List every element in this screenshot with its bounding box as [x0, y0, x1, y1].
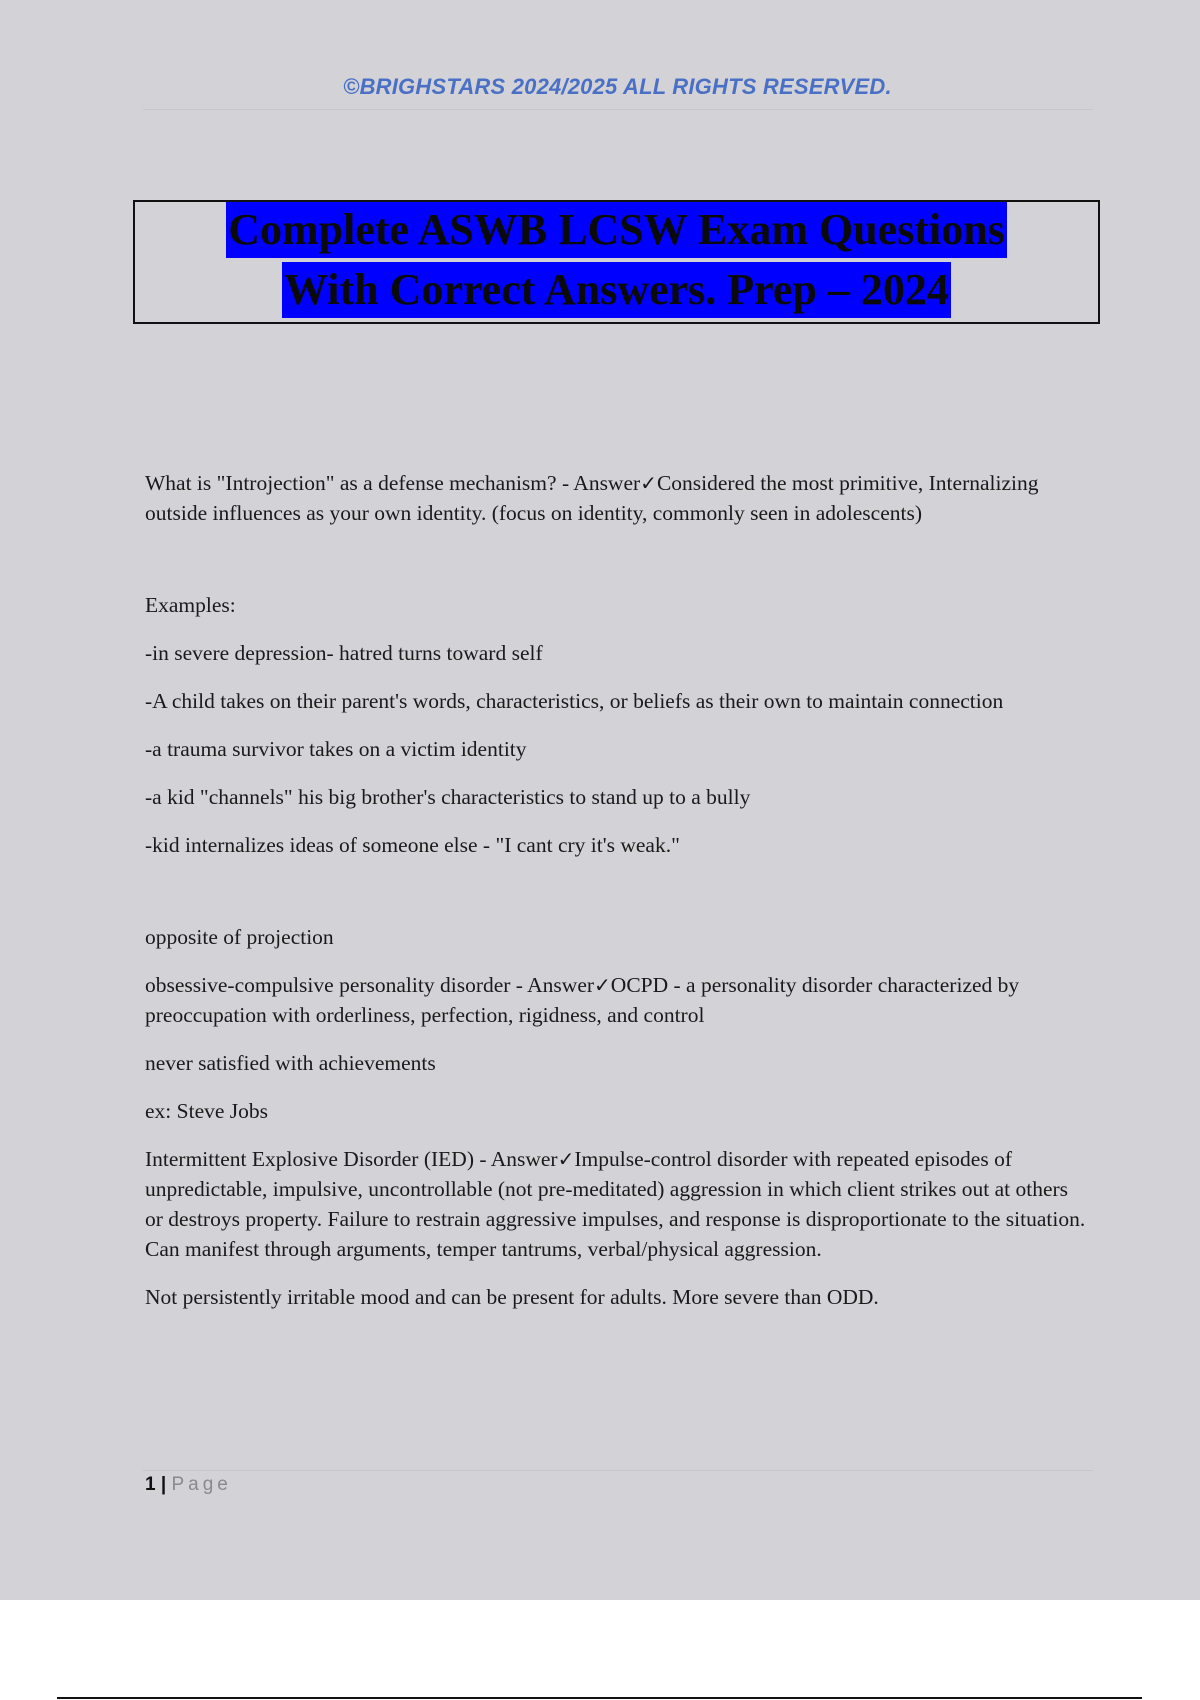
document-title-line-1: Complete ASWB LCSW Exam Questions: [226, 202, 1007, 258]
answer-text: Impulse-control disorder with repeated episodes of unpredictable, impulsive, uncontrollable (not pre-meditated) aggression in which client strikes out at others or destroys property. Failure to restrain aggressive impulses, and response is disproportionate to the situation. Can manifest through arguments, temper tantrums, verbal/physical aggression.: [145, 1147, 1086, 1261]
answer-text: OCPD - a personality disorder characterized by preoccupation with orderliness, perfection, rigidness, and control: [145, 973, 1020, 1027]
checkmark-icon: ✓: [594, 973, 611, 997]
checkmark-icon: ✓: [640, 471, 657, 495]
question-text: Intermittent Explosive Disorder (IED) - Answer: [145, 1147, 558, 1171]
note-text: never satisfied with achievements: [145, 1051, 436, 1075]
header-divider: [143, 109, 1093, 110]
qa-item-introjection: [145, 468, 1090, 528]
footer-divider: [143, 1470, 1093, 1471]
example-item: -in severe depression- hatred turns toward self: [145, 641, 543, 665]
note-text: Not persistently irritable mood and can be present for adults. More severe than ODD.: [145, 1285, 879, 1309]
next-page-top-rule: [57, 1697, 1142, 1699]
qa-item-ocpd: [145, 970, 1090, 1030]
example-item: -A child takes on their parent's words, characteristics, or beliefs as their own to maintain connection: [145, 689, 1004, 713]
copyright-header: ©BRIGHSTARS 2024/2025 ALL RIGHTS RESERVED.: [343, 74, 892, 99]
examples-heading: Examples:: [145, 593, 236, 617]
qa-item-ied: [145, 1144, 1090, 1264]
question-text: What is "Introjection" as a defense mechanism? - Answer: [145, 471, 641, 495]
document-title-line-2: With Correct Answers. Prep – 2024: [282, 262, 951, 318]
page-footer: [145, 1474, 232, 1496]
footer-separator: |: [160, 1474, 167, 1495]
example-item: -a trauma survivor takes on a victim identity: [145, 737, 527, 761]
document-body: [145, 468, 1090, 1312]
question-text: obsessive-compulsive personality disorder - Answer: [145, 973, 595, 997]
example-item: -kid internalizes ideas of someone else - "I cant cry it's weak.": [145, 833, 680, 857]
example-item: -a kid "channels" his big brother's characteristics to stand up to a bully: [145, 785, 751, 809]
note-opposite-projection: opposite of projection: [145, 925, 334, 949]
answer-text: Considered the most primitive, Internalizing outside influences as your own identity. (focus on identity, commonly seen in adolescents): [145, 471, 1039, 525]
page-number: 1: [145, 1474, 156, 1495]
note-text: ex: Steve Jobs: [145, 1099, 269, 1123]
title-box: [133, 200, 1100, 324]
page-label: Page: [171, 1474, 232, 1495]
checkmark-icon: ✓: [557, 1147, 575, 1171]
